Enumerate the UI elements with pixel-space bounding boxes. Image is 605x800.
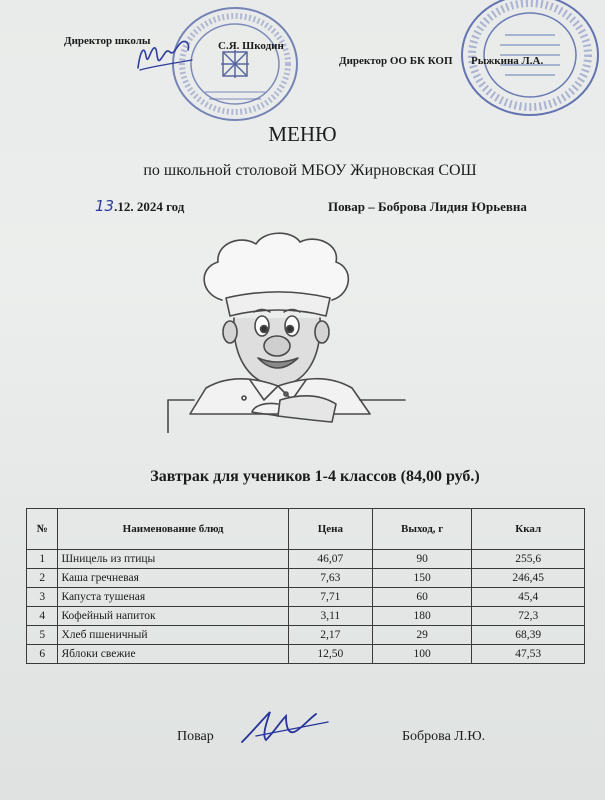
cook-line: Повар – Боброва Лидия Юрьевна <box>328 199 527 214</box>
cell-yield: 90 <box>372 550 471 569</box>
chef-illustration <box>160 228 410 433</box>
cell-dish: Кофейный напиток <box>58 607 288 626</box>
col-kcal-header: Ккал <box>472 509 585 550</box>
director-oo-label: Директор ОО БК КОП <box>339 55 453 67</box>
menu-table <box>26 508 585 664</box>
col-dish-header: Наименование блюд <box>58 509 288 550</box>
cell-yield: 60 <box>372 588 471 607</box>
date-handwritten: 13 <box>95 197 115 215</box>
table-row <box>27 645 585 664</box>
cell-kcal: 246,45 <box>472 569 585 588</box>
cell-yield: 180 <box>372 607 471 626</box>
director-school-name: С.Я. Шкодин <box>218 40 284 52</box>
menu-date <box>95 197 184 215</box>
cell-yield: 150 <box>372 569 471 588</box>
col-price-header: Цена <box>288 509 372 550</box>
cell-kcal: 72,3 <box>472 607 585 626</box>
table-row <box>27 607 585 626</box>
cell-dish: Капуста тушеная <box>58 588 288 607</box>
cell-kcal: 45,4 <box>472 588 585 607</box>
cell-number: 1 <box>27 550 58 569</box>
cell-dish: Шницель из птицы <box>58 550 288 569</box>
cell-number: 4 <box>27 607 58 626</box>
director-school-label: Директор школы <box>64 35 151 47</box>
cell-kcal: 68,39 <box>472 626 585 645</box>
cell-price: 3,11 <box>288 607 372 626</box>
cell-dish: Хлеб пшеничный <box>58 626 288 645</box>
page-title: МЕНЮ <box>268 122 337 146</box>
table-row <box>27 588 585 607</box>
director-oo-name: Рыжкина Л.А. <box>471 55 544 67</box>
table-row <box>27 550 585 569</box>
footer-cook-label: Повар <box>177 729 214 744</box>
cell-number: 2 <box>27 569 58 588</box>
cell-price: 46,07 <box>288 550 372 569</box>
footer-cook-name: Боброва Л.Ю. <box>402 729 486 744</box>
page-subtitle: по школьной столовой МБОУ Жирновская СОШ <box>143 162 477 179</box>
cell-number: 6 <box>27 645 58 664</box>
breakfast-heading: Завтрак для учеников 1-4 классов (84,00 руб.) <box>150 468 480 485</box>
table-row <box>27 626 585 645</box>
table-header-row <box>27 509 585 550</box>
cell-price: 2,17 <box>288 626 372 645</box>
cell-yield: 100 <box>372 645 471 664</box>
col-number-header: № <box>27 509 58 550</box>
cell-price: 7,71 <box>288 588 372 607</box>
cell-kcal: 47,53 <box>472 645 585 664</box>
cell-kcal: 255,6 <box>472 550 585 569</box>
cell-dish: Яблоки свежие <box>58 645 288 664</box>
cook-signature <box>236 702 336 752</box>
director-signature <box>130 30 200 80</box>
col-yield-header: Выход, г <box>372 509 471 550</box>
cell-price: 7,63 <box>288 569 372 588</box>
date-suffix: .12. 2024 год <box>114 199 185 214</box>
cell-dish: Каша гречневая <box>58 569 288 588</box>
table-row <box>27 569 585 588</box>
cell-price: 12,50 <box>288 645 372 664</box>
cell-yield: 29 <box>372 626 471 645</box>
cell-number: 3 <box>27 588 58 607</box>
cell-number: 5 <box>27 626 58 645</box>
